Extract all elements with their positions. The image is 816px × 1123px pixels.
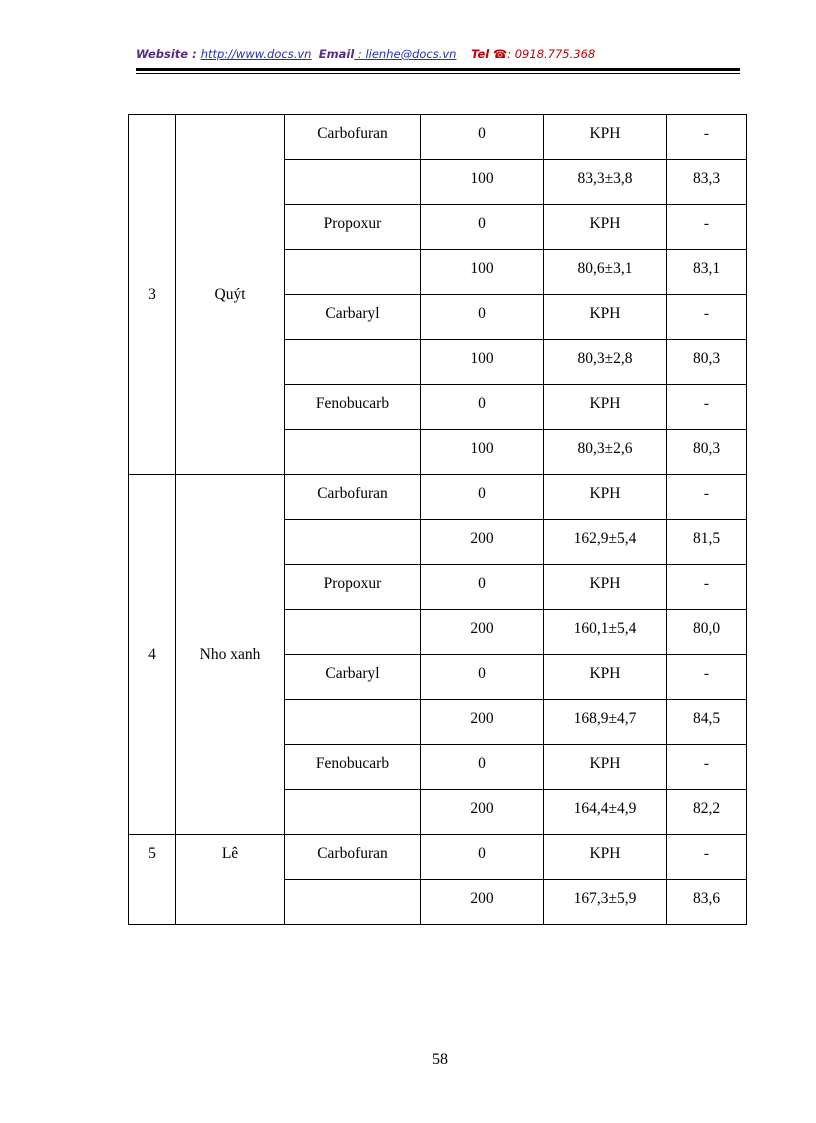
added-amount-cell: 200: [421, 520, 544, 565]
added-amount-cell: 0: [421, 745, 544, 790]
compound-cell: [285, 160, 421, 205]
email-separator: :: [354, 47, 366, 61]
fruit-cell: Nho xanh: [176, 475, 285, 835]
compound-cell: Carbofuran: [285, 835, 421, 880]
added-amount-cell: 0: [421, 655, 544, 700]
recovery-cell: 82,2: [667, 790, 747, 835]
added-amount-cell: 100: [421, 430, 544, 475]
website-label: Website: [136, 47, 189, 61]
compound-cell: [285, 250, 421, 295]
group-number-cell: 4: [129, 475, 176, 835]
compound-cell: Carbaryl: [285, 655, 421, 700]
recovery-cell: -: [667, 565, 747, 610]
recovery-cell: -: [667, 205, 747, 250]
found-amount-cell: 167,3±5,9: [544, 880, 667, 925]
added-amount-cell: 100: [421, 250, 544, 295]
added-amount-cell: 0: [421, 115, 544, 160]
fruit-cell: Lê: [176, 835, 285, 925]
header-rule-thick: [136, 68, 740, 71]
added-amount-cell: 0: [421, 385, 544, 430]
found-amount-cell: KPH: [544, 295, 667, 340]
found-amount-cell: 80,6±3,1: [544, 250, 667, 295]
page-number: 58: [432, 1051, 448, 1068]
found-amount-cell: 168,9±4,7: [544, 700, 667, 745]
recovery-cell: -: [667, 745, 747, 790]
compound-cell: [285, 340, 421, 385]
found-amount-cell: 80,3±2,6: [544, 430, 667, 475]
compound-cell: [285, 430, 421, 475]
compound-cell: [285, 790, 421, 835]
found-amount-cell: KPH: [544, 565, 667, 610]
table-row: [129, 115, 747, 160]
compound-cell: [285, 880, 421, 925]
recovery-cell: 83,1: [667, 250, 747, 295]
compound-cell: [285, 520, 421, 565]
added-amount-cell: 0: [421, 835, 544, 880]
added-amount-cell: 100: [421, 340, 544, 385]
recovery-cell: 83,3: [667, 160, 747, 205]
added-amount-cell: 200: [421, 610, 544, 655]
found-amount-cell: 160,1±5,4: [544, 610, 667, 655]
recovery-cell: 81,5: [667, 520, 747, 565]
compound-cell: Carbofuran: [285, 115, 421, 160]
recovery-cell: -: [667, 385, 747, 430]
recovery-cell: -: [667, 655, 747, 700]
compound-cell: Propoxur: [285, 565, 421, 610]
compound-cell: Fenobucarb: [285, 385, 421, 430]
found-amount-cell: KPH: [544, 205, 667, 250]
website-separator: :: [188, 47, 201, 61]
found-amount-cell: 164,4±4,9: [544, 790, 667, 835]
recovery-cell: 80,3: [667, 340, 747, 385]
group-number-cell: 5: [129, 835, 176, 925]
recovery-cell: 83,6: [667, 880, 747, 925]
added-amount-cell: 0: [421, 205, 544, 250]
added-amount-cell: 200: [421, 790, 544, 835]
results-table: [128, 114, 747, 925]
recovery-cell: 80,0: [667, 610, 747, 655]
fruit-cell: Quýt: [176, 115, 285, 475]
table-row: [129, 835, 747, 880]
found-amount-cell: 162,9±5,4: [544, 520, 667, 565]
tel-number: : 0918.775.368: [507, 47, 596, 61]
added-amount-cell: 0: [421, 565, 544, 610]
group-number-cell: 3: [129, 115, 176, 475]
header-rule-thin: [136, 73, 740, 74]
found-amount-cell: KPH: [544, 745, 667, 790]
tel-label: Tel: [471, 47, 490, 61]
compound-cell: [285, 700, 421, 745]
added-amount-cell: 200: [421, 700, 544, 745]
found-amount-cell: KPH: [544, 655, 667, 700]
phone-icon: ☎: [492, 47, 508, 61]
found-amount-cell: 80,3±2,8: [544, 340, 667, 385]
found-amount-cell: KPH: [544, 475, 667, 520]
recovery-cell: -: [667, 295, 747, 340]
recovery-cell: -: [667, 835, 747, 880]
found-amount-cell: 83,3±3,8: [544, 160, 667, 205]
added-amount-cell: 100: [421, 160, 544, 205]
added-amount-cell: 0: [421, 295, 544, 340]
table-row: [129, 475, 747, 520]
compound-cell: Fenobucarb: [285, 745, 421, 790]
found-amount-cell: KPH: [544, 115, 667, 160]
found-amount-cell: KPH: [544, 385, 667, 430]
email-link[interactable]: lienhe@docs.vn: [365, 47, 457, 61]
recovery-cell: 84,5: [667, 700, 747, 745]
compound-cell: Propoxur: [285, 205, 421, 250]
recovery-cell: 80,3: [667, 430, 747, 475]
table-body: [129, 115, 747, 925]
website-link[interactable]: http://www.docs.vn: [200, 47, 312, 61]
added-amount-cell: 0: [421, 475, 544, 520]
recovery-cell: -: [667, 475, 747, 520]
found-amount-cell: KPH: [544, 835, 667, 880]
compound-cell: Carbofuran: [285, 475, 421, 520]
added-amount-cell: 200: [421, 880, 544, 925]
recovery-cell: -: [667, 115, 747, 160]
compound-cell: [285, 610, 421, 655]
page-header: [136, 47, 595, 61]
email-label: Email: [318, 47, 355, 61]
compound-cell: Carbaryl: [285, 295, 421, 340]
